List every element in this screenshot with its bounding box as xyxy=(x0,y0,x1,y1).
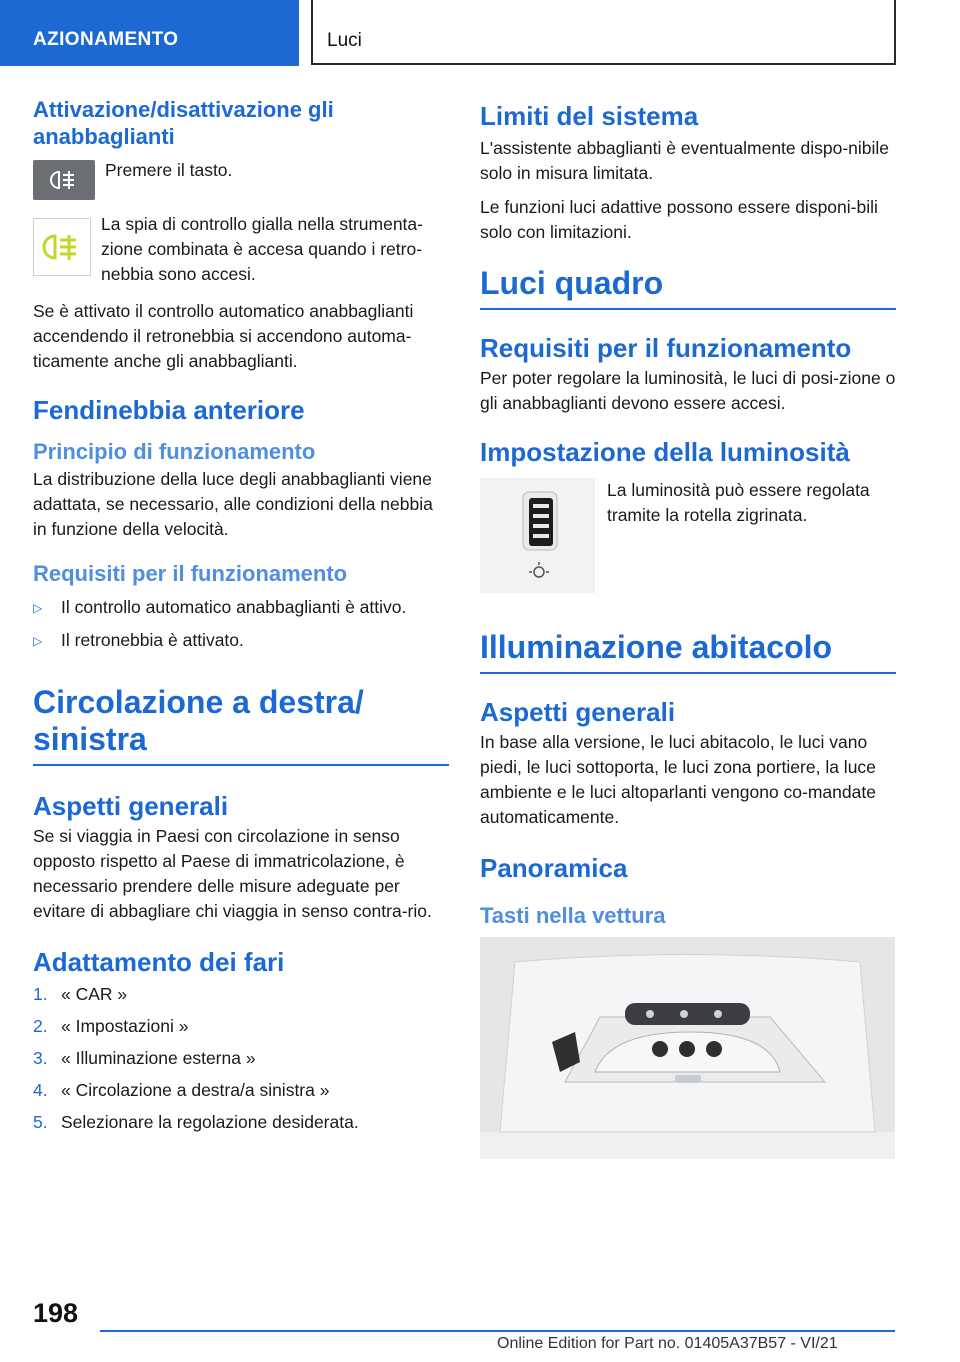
triangle-bullet-icon: ▷ xyxy=(33,634,43,648)
general-heading: Aspetti generali xyxy=(480,697,676,727)
press-button-text: Premere il tasto. xyxy=(105,160,233,180)
headlight-heading: Adattamento dei fari xyxy=(33,947,285,977)
left-column xyxy=(33,96,449,1142)
dashboard-lights-heading: Luci quadro xyxy=(480,265,896,310)
limits-heading: Limiti del sistema xyxy=(480,101,699,131)
brightness-heading: Impostazione della luminosità xyxy=(480,437,850,467)
triangle-bullet-icon: ▷ xyxy=(33,601,43,615)
thumbwheel-icon xyxy=(480,478,595,593)
section-tab: AZIONAMENTO xyxy=(0,0,299,66)
principle-text: La distribuzione della luce degli anabbaglianti viene adattata, se necessario, alle condizioni della nebbia in funzione della velocità. xyxy=(33,469,433,539)
limits-text-2: Le funzioni luci adattive possono essere disponi-bili solo con limitazioni. xyxy=(480,197,878,242)
principle-heading: Principio di funzionamento xyxy=(33,439,316,464)
brightness-instruction xyxy=(480,478,896,593)
general-text: Se si viaggia in Paesi con circolazione in senso opposto rispetto al Paese di immatricolazione, è necessario prendere delle misure adeguate per evitare di abbagliare chi viaggia in senso contra-rio. xyxy=(33,826,432,921)
antiglare-heading: Attivazione/disattivazione gli anabbaglianti xyxy=(33,97,334,149)
edition-text: Online Edition for Part no. 01405A37B57 - VI/21 xyxy=(497,1335,838,1352)
requirements-text: Per poter regolare la luminosità, le luci di posi-zione o gli anabbaglianti devono essere accesi. xyxy=(480,368,896,413)
traffic-side-heading: Circolazione a destra/ sinistra xyxy=(33,684,449,766)
limits-text-1: L'assistente abbaglianti è eventualmente dispo-nibile solo in misura limitata. xyxy=(480,138,890,183)
list-item: 2. « Impostazioni » xyxy=(33,1016,189,1036)
chapter-title: Luci xyxy=(311,0,896,65)
indicator-text: La spia di controllo gialla nella strumenta-zione combinata è accesa quando i retro-nebbia sono accesi. xyxy=(101,214,423,284)
overview-heading: Panoramica xyxy=(480,853,628,883)
page-number: 198 xyxy=(33,1298,79,1328)
rear-fog-button-icon xyxy=(33,160,95,200)
list-item: 4. « Circolazione a destra/a sinistra » xyxy=(33,1080,330,1100)
requirements-list xyxy=(33,595,449,654)
rear-fog-indicator-icon xyxy=(33,218,91,276)
auto-lowbeam-text: Se è attivato il controllo automatico anabbaglianti accendendo il retronebbia si accendono automa-ticamente anche gli anabbaglianti. xyxy=(33,301,414,371)
button-instruction xyxy=(33,158,449,200)
brightness-text: La luminosità può essere regolata tramite la rotella zigrinata. xyxy=(607,480,870,525)
fog-front-heading: Fendinebbia anteriore xyxy=(33,395,305,425)
general-heading: Aspetti generali xyxy=(33,791,229,821)
list-item: 5. Selezionare la regolazione desiderata. xyxy=(33,1112,359,1132)
list-item: 1. « CAR » xyxy=(33,984,128,1004)
steps-list xyxy=(33,982,449,1135)
list-item: 3. « Illuminazione esterna » xyxy=(33,1048,256,1068)
requirements-heading: Requisiti per il funzionamento xyxy=(480,333,852,363)
interior-general-text: In base alla versione, le luci abitacolo, le luci vano piedi, le luci sottoporta, le luci zona portiere, la luce ambiente e le luci altoparlanti vengono co-mandate automaticamente. xyxy=(480,732,876,827)
list-item: ▷ Il controllo automatico anabbaglianti è attivo. xyxy=(33,595,449,621)
requirements-heading: Requisiti per il funzionamento xyxy=(33,561,348,586)
footer-divider xyxy=(100,1330,895,1332)
interior-lighting-heading: Illuminazione abitacolo xyxy=(480,629,896,674)
indicator-instruction xyxy=(33,212,449,287)
right-column xyxy=(480,96,896,1159)
overhead-console-image xyxy=(480,937,895,1159)
list-item: ▷ Il retronebbia è attivato. xyxy=(33,628,449,654)
buttons-heading: Tasti nella vettura xyxy=(480,903,666,928)
